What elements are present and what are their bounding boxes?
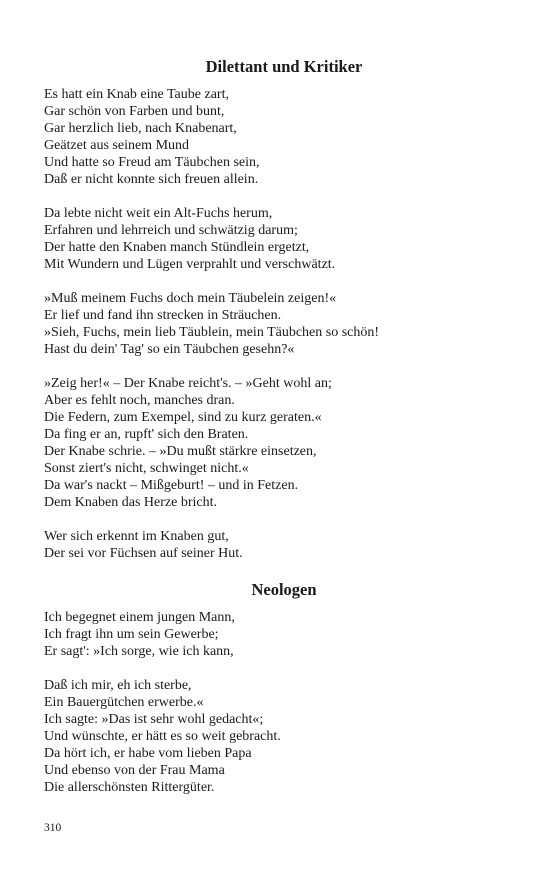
poem-neologen [44,579,514,796]
verse-line: Gar herzlich lieb, nach Knabenart, [44,121,237,136]
stanza [44,86,514,188]
verse-line: Der hatte den Knaben manch Stündlein ergetzt, [44,240,310,255]
verse-line: Der sei vor Füchsen auf seiner Hut. [44,546,243,561]
verse-line: »Muß meinem Fuchs doch mein Täubelein zeigen!« [44,291,337,306]
verse-line: Da war's nackt – Mißgeburt! – und in Fetzen. [44,478,299,493]
verse-line: Er sagt': »Ich sorge, wie ich kann, [44,644,234,659]
verse-line: Der Knabe schrie. – »Du mußt stärkre einsetzen, [44,444,317,459]
verse-line: Wer sich erkennt im Knaben gut, [44,529,229,544]
page-text [44,56,514,796]
stanza [44,609,514,660]
verse-line: Ich sagte: »Das ist sehr wohl gedacht«; [44,712,264,727]
verse-line: Dem Knaben das Herze bricht. [44,495,217,510]
verse-line: Mit Wundern und Lügen verprahlt und verschwätzt. [44,257,336,272]
verse-line: Erfahren und lehrreich und schwätzig darum; [44,223,298,238]
verse-line: Daß ich mir, eh ich sterbe, [44,678,192,693]
verse-line: Ein Bauergütchen erwerbe.« [44,695,204,710]
verse-line: Da lebte nicht weit ein Alt-Fuchs herum, [44,206,273,221]
stanza [44,528,514,562]
verse-line: Ich begegnet einem jungen Mann, [44,610,235,625]
verse-line: Hast du dein' Tag' so ein Täubchen gesehn?« [44,342,295,357]
stanza [44,290,514,358]
verse-line: Es hatt ein Knab eine Taube zart, [44,87,229,102]
stanza [44,677,514,796]
verse-line: Sonst ziert's nicht, schwinget nicht.« [44,461,249,476]
page-number: 310 [44,822,62,834]
verse-line: Die Federn, zum Exempel, sind zu kurz geraten.« [44,410,322,425]
verse-line: Da fing er an, rupft' sich den Braten. [44,427,249,442]
verse-line: Und wünschte, er hätt es so weit gebracht. [44,729,281,744]
verse-line: »Sieh, Fuchs, mein lieb Täublein, mein Täubchen so schön! [44,325,380,340]
stanza [44,205,514,273]
verse-line: Er lief und fand ihn strecken in Sträuchen. [44,308,282,323]
verse-line: Die allerschönsten Rittergüter. [44,780,215,795]
verse-line: »Zeig her!« – Der Knabe reicht's. – »Geht wohl an; [44,376,332,391]
verse-line: Geätzet aus seinem Mund [44,138,190,153]
verse-line: Und ebenso von der Frau Mama [44,763,225,778]
verse-line: Da hört ich, er habe vom lieben Papa [44,746,252,761]
stanza [44,375,514,511]
poem-dilettant-und-kritiker [44,56,514,562]
verse-line: Aber es fehlt noch, manches dran. [44,393,235,408]
verse-line: Daß er nicht konnte sich freuen allein. [44,172,259,187]
poem-title: Dilettant und Kritiker [205,57,363,76]
verse-line: Und hatte so Freud am Täubchen sein, [44,155,260,170]
verse-line: Ich fragt ihn um sein Gewerbe; [44,627,219,642]
verse-line: Gar schön von Farben und bunt, [44,104,225,119]
poem-title: Neologen [251,580,317,599]
